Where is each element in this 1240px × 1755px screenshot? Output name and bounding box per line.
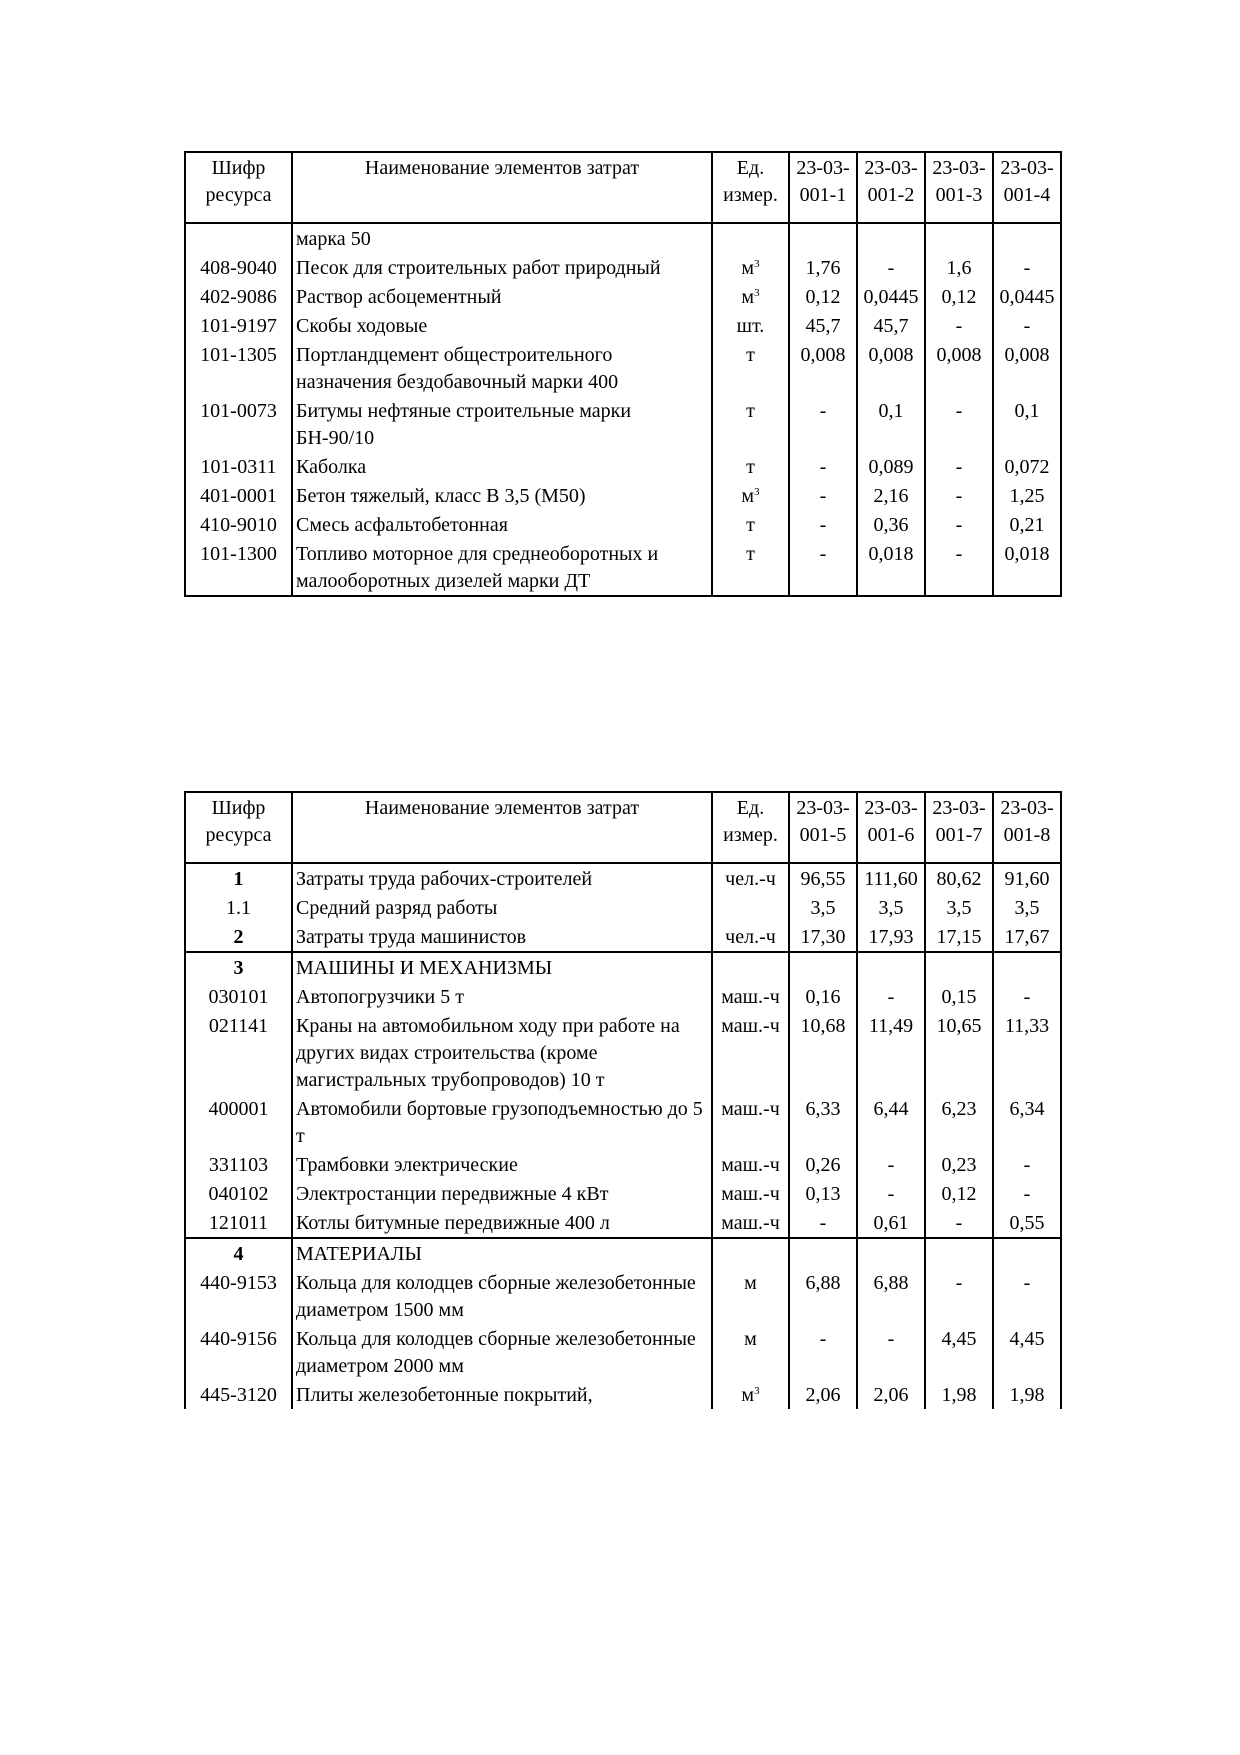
table-row — [185, 1011, 1061, 1094]
value-cell: 0,008 — [857, 340, 925, 396]
resource-name: МАШИНЫ И МЕХАНИЗМЫ — [292, 952, 712, 982]
value-cell: - — [925, 396, 993, 452]
value-cell: - — [857, 1179, 925, 1208]
value-cell: 1,76 — [789, 253, 857, 282]
value-cell: 0,13 — [789, 1179, 857, 1208]
value-cell: - — [789, 481, 857, 510]
header-col-3: 23-03-001-7 — [925, 792, 993, 863]
header-name: Наименование элементов затрат — [292, 792, 712, 863]
value-cell: 6,34 — [993, 1094, 1061, 1150]
value-cell: - — [789, 452, 857, 481]
table-row — [185, 1324, 1061, 1380]
header-col-4: 23-03-001-8 — [993, 792, 1061, 863]
resource-unit — [712, 1380, 789, 1409]
value-cell — [789, 952, 857, 982]
value-cell: 0,36 — [857, 510, 925, 539]
value-cell: 17,67 — [993, 922, 1061, 952]
value-cell — [925, 952, 993, 982]
value-cell: 3,5 — [925, 893, 993, 922]
unit-text: маш.-ч — [721, 986, 780, 1008]
value-cell: 1,98 — [925, 1380, 993, 1409]
value-cell: 2,06 — [857, 1380, 925, 1409]
resource-name: Плиты железобетонные покрытий, — [292, 1380, 712, 1409]
unit-superscript: 3 — [754, 258, 760, 270]
resource-name: Трамбовки электрические — [292, 1150, 712, 1179]
resource-code — [185, 223, 292, 253]
resource-code: 2 — [185, 922, 292, 952]
value-cell: - — [925, 539, 993, 596]
unit-text: м — [741, 485, 755, 507]
resource-unit — [712, 893, 789, 922]
value-cell: 0,0445 — [993, 282, 1061, 311]
resource-unit — [712, 1208, 789, 1238]
unit-text: м — [741, 286, 755, 308]
table-header-row — [185, 792, 1061, 863]
value-cell: - — [857, 1324, 925, 1380]
value-cell: - — [925, 481, 993, 510]
value-cell: 0,1 — [993, 396, 1061, 452]
header-unit: Ед. измер. — [712, 792, 789, 863]
resource-code: 101-0073 — [185, 396, 292, 452]
unit-text: чел.-ч — [725, 926, 776, 948]
resource-name: Автопогрузчики 5 т — [292, 982, 712, 1011]
value-cell: 17,30 — [789, 922, 857, 952]
resource-unit — [712, 1094, 789, 1150]
resource-unit — [712, 340, 789, 396]
resource-unit — [712, 452, 789, 481]
value-cell: 1,25 — [993, 481, 1061, 510]
resource-name: Смесь асфальтобетонная — [292, 510, 712, 539]
value-cell: - — [925, 510, 993, 539]
unit-text: т — [746, 543, 755, 565]
header-col-1: 23-03-001-5 — [789, 792, 857, 863]
resource-code: 101-9197 — [185, 311, 292, 340]
value-cell — [857, 223, 925, 253]
resource-unit — [712, 863, 789, 893]
resource-code: 408-9040 — [185, 253, 292, 282]
value-cell: 11,49 — [857, 1011, 925, 1094]
value-cell: - — [789, 1208, 857, 1238]
value-cell: - — [857, 1150, 925, 1179]
resource-name: Краны на автомобильном ходу при работе на других видах строительства (кроме магистральных трубопроводов) 10 т — [292, 1011, 712, 1094]
table-row — [185, 922, 1061, 952]
value-cell: 6,23 — [925, 1094, 993, 1150]
resource-unit — [712, 982, 789, 1011]
unit-text: маш.-ч — [721, 1015, 780, 1037]
value-cell: 91,60 — [993, 863, 1061, 893]
resource-name: Песок для строительных работ природный — [292, 253, 712, 282]
resource-name: Бетон тяжелый, класс В 3,5 (М50) — [292, 481, 712, 510]
resource-unit — [712, 922, 789, 952]
table-header-row — [185, 152, 1061, 223]
table-row — [185, 539, 1061, 596]
value-cell: - — [993, 1150, 1061, 1179]
value-cell: 0,21 — [993, 510, 1061, 539]
resource-name: Топливо моторное для среднеоборотных и малооборотных дизелей марки ДТ — [292, 539, 712, 596]
unit-text: м — [741, 1384, 755, 1406]
value-cell: 17,93 — [857, 922, 925, 952]
table-row — [185, 863, 1061, 893]
resource-name: Котлы битумные передвижные 400 л — [292, 1208, 712, 1238]
table-row — [185, 311, 1061, 340]
resource-name: Каболка — [292, 452, 712, 481]
value-cell: 0,008 — [993, 340, 1061, 396]
resource-name: Электростанции передвижные 4 кВт — [292, 1179, 712, 1208]
value-cell — [925, 223, 993, 253]
value-cell: 2,16 — [857, 481, 925, 510]
value-cell: 1,6 — [925, 253, 993, 282]
value-cell: 10,65 — [925, 1011, 993, 1094]
value-cell: 3,5 — [857, 893, 925, 922]
resource-code: 101-1300 — [185, 539, 292, 596]
resource-unit — [712, 223, 789, 253]
value-cell: 0,26 — [789, 1150, 857, 1179]
value-cell — [789, 1238, 857, 1268]
resource-name: Раствор асбоцементный — [292, 282, 712, 311]
resource-unit — [712, 1011, 789, 1094]
value-cell: 0,16 — [789, 982, 857, 1011]
table-row — [185, 1150, 1061, 1179]
resource-unit — [712, 1324, 789, 1380]
unit-text: маш.-ч — [721, 1098, 780, 1120]
value-cell: 4,45 — [993, 1324, 1061, 1380]
table-body-2 — [185, 863, 1061, 1409]
resource-name: МАТЕРИАЛЫ — [292, 1238, 712, 1268]
resource-code: 1 — [185, 863, 292, 893]
value-cell: 0,12 — [789, 282, 857, 311]
resource-code: 410-9010 — [185, 510, 292, 539]
value-cell: - — [789, 1324, 857, 1380]
value-cell: - — [993, 311, 1061, 340]
unit-text: т — [746, 456, 755, 478]
value-cell: 0,008 — [925, 340, 993, 396]
value-cell — [789, 223, 857, 253]
resource-unit — [712, 481, 789, 510]
header-name: Наименование элементов затрат — [292, 152, 712, 223]
value-cell — [857, 1238, 925, 1268]
value-cell: - — [789, 396, 857, 452]
header-unit: Ед. измер. — [712, 152, 789, 223]
value-cell: 6,33 — [789, 1094, 857, 1150]
table-row — [185, 481, 1061, 510]
value-cell: 3,5 — [993, 893, 1061, 922]
header-col-2: 23-03-001-2 — [857, 152, 925, 223]
unit-text: м — [744, 1272, 757, 1294]
value-cell: - — [925, 1268, 993, 1324]
resource-code: 4 — [185, 1238, 292, 1268]
unit-text: чел.-ч — [725, 868, 776, 890]
value-cell: 0,12 — [925, 1179, 993, 1208]
table-row — [185, 340, 1061, 396]
value-cell — [925, 1238, 993, 1268]
resource-code: 101-1305 — [185, 340, 292, 396]
table-row — [185, 982, 1061, 1011]
value-cell: 4,45 — [925, 1324, 993, 1380]
value-cell — [993, 1238, 1061, 1268]
value-cell: - — [993, 982, 1061, 1011]
value-cell: 10,68 — [789, 1011, 857, 1094]
value-cell: 2,06 — [789, 1380, 857, 1409]
value-cell: 0,1 — [857, 396, 925, 452]
value-cell: 80,62 — [925, 863, 993, 893]
resource-code: 402-9086 — [185, 282, 292, 311]
value-cell — [993, 952, 1061, 982]
value-cell: 0,15 — [925, 982, 993, 1011]
value-cell: - — [789, 539, 857, 596]
value-cell — [993, 223, 1061, 253]
unit-text: т — [746, 514, 755, 536]
table-row — [185, 1268, 1061, 1324]
table-row — [185, 282, 1061, 311]
value-cell: 0,018 — [857, 539, 925, 596]
resource-unit — [712, 311, 789, 340]
value-cell — [857, 952, 925, 982]
unit-text: м — [744, 1328, 757, 1350]
value-cell: 45,7 — [857, 311, 925, 340]
value-cell: 1,98 — [993, 1380, 1061, 1409]
value-cell: 0,61 — [857, 1208, 925, 1238]
resource-code: 401-0001 — [185, 481, 292, 510]
resource-code: 440-9153 — [185, 1268, 292, 1324]
resource-code: 030101 — [185, 982, 292, 1011]
resource-unit — [712, 396, 789, 452]
value-cell: - — [857, 982, 925, 1011]
value-cell: - — [925, 311, 993, 340]
value-cell: 0,008 — [789, 340, 857, 396]
value-cell: 0,55 — [993, 1208, 1061, 1238]
table-row — [185, 952, 1061, 982]
value-cell: - — [993, 253, 1061, 282]
resource-code: 040102 — [185, 1179, 292, 1208]
header-col-4: 23-03-001-4 — [993, 152, 1061, 223]
resource-unit — [712, 282, 789, 311]
value-cell: - — [857, 253, 925, 282]
resource-name: марка 50 — [292, 223, 712, 253]
table-row — [185, 1208, 1061, 1238]
value-cell: 0,12 — [925, 282, 993, 311]
unit-text: маш.-ч — [721, 1183, 780, 1205]
table-row — [185, 223, 1061, 253]
header-col-2: 23-03-001-6 — [857, 792, 925, 863]
resource-code: 101-0311 — [185, 452, 292, 481]
value-cell: 0,072 — [993, 452, 1061, 481]
unit-text: маш.-ч — [721, 1212, 780, 1234]
header-col-1: 23-03-001-1 — [789, 152, 857, 223]
resource-unit — [712, 253, 789, 282]
unit-text: т — [746, 344, 755, 366]
value-cell: 0,23 — [925, 1150, 993, 1179]
unit-superscript: 3 — [754, 486, 760, 498]
resource-table-1 — [184, 151, 1062, 597]
resource-unit — [712, 1238, 789, 1268]
resource-unit — [712, 539, 789, 596]
unit-superscript: 3 — [754, 287, 760, 299]
resource-name: Портландцемент общестроительного назначения бездобавочный марки 400 — [292, 340, 712, 396]
resource-name: Кольца для колодцев сборные железобетонные диаметром 2000 мм — [292, 1324, 712, 1380]
unit-text: маш.-ч — [721, 1154, 780, 1176]
value-cell: - — [993, 1179, 1061, 1208]
table-row — [185, 253, 1061, 282]
resource-code: 1.1 — [185, 893, 292, 922]
value-cell: - — [993, 1268, 1061, 1324]
value-cell: - — [925, 1208, 993, 1238]
resource-code: 121011 — [185, 1208, 292, 1238]
table-row — [185, 452, 1061, 481]
table-row — [185, 510, 1061, 539]
resource-code: 331103 — [185, 1150, 292, 1179]
header-code: Шифр ресурса — [185, 152, 292, 223]
resource-unit — [712, 1179, 789, 1208]
table-row — [185, 1094, 1061, 1150]
value-cell: 0,018 — [993, 539, 1061, 596]
value-cell: 6,88 — [857, 1268, 925, 1324]
value-cell: 96,55 — [789, 863, 857, 893]
table-body-1 — [185, 223, 1061, 596]
unit-text: м — [741, 257, 755, 279]
table-row — [185, 396, 1061, 452]
unit-superscript: 3 — [754, 1385, 760, 1397]
resource-table-2 — [184, 791, 1062, 1409]
resource-unit — [712, 1150, 789, 1179]
value-cell: 0,089 — [857, 452, 925, 481]
value-cell: 11,33 — [993, 1011, 1061, 1094]
resource-name: Затраты труда рабочих-строителей — [292, 863, 712, 893]
resource-code: 021141 — [185, 1011, 292, 1094]
resource-name: Битумы нефтяные строительные марки БН-90/10 — [292, 396, 712, 452]
header-col-3: 23-03-001-3 — [925, 152, 993, 223]
value-cell: 6,44 — [857, 1094, 925, 1150]
unit-text: шт. — [736, 315, 765, 337]
resource-code: 3 — [185, 952, 292, 982]
resource-unit — [712, 1268, 789, 1324]
resource-code: 445-3120 — [185, 1380, 292, 1409]
value-cell: 17,15 — [925, 922, 993, 952]
resource-code: 400001 — [185, 1094, 292, 1150]
header-code: Шифр ресурса — [185, 792, 292, 863]
table-row — [185, 893, 1061, 922]
resource-name: Кольца для колодцев сборные железобетонные диаметром 1500 мм — [292, 1268, 712, 1324]
value-cell: 0,0445 — [857, 282, 925, 311]
resource-name: Автомобили бортовые грузоподъемностью до 5 т — [292, 1094, 712, 1150]
value-cell: 3,5 — [789, 893, 857, 922]
value-cell: - — [789, 510, 857, 539]
table-row — [185, 1179, 1061, 1208]
value-cell: - — [925, 452, 993, 481]
resource-unit — [712, 952, 789, 982]
value-cell: 111,60 — [857, 863, 925, 893]
value-cell: 6,88 — [789, 1268, 857, 1324]
table-row — [185, 1238, 1061, 1268]
resource-code: 440-9156 — [185, 1324, 292, 1380]
resource-name: Затраты труда машинистов — [292, 922, 712, 952]
resource-name: Средний разряд работы — [292, 893, 712, 922]
resource-unit — [712, 510, 789, 539]
table-row — [185, 1380, 1061, 1409]
unit-text: т — [746, 400, 755, 422]
resource-name: Скобы ходовые — [292, 311, 712, 340]
value-cell: 45,7 — [789, 311, 857, 340]
